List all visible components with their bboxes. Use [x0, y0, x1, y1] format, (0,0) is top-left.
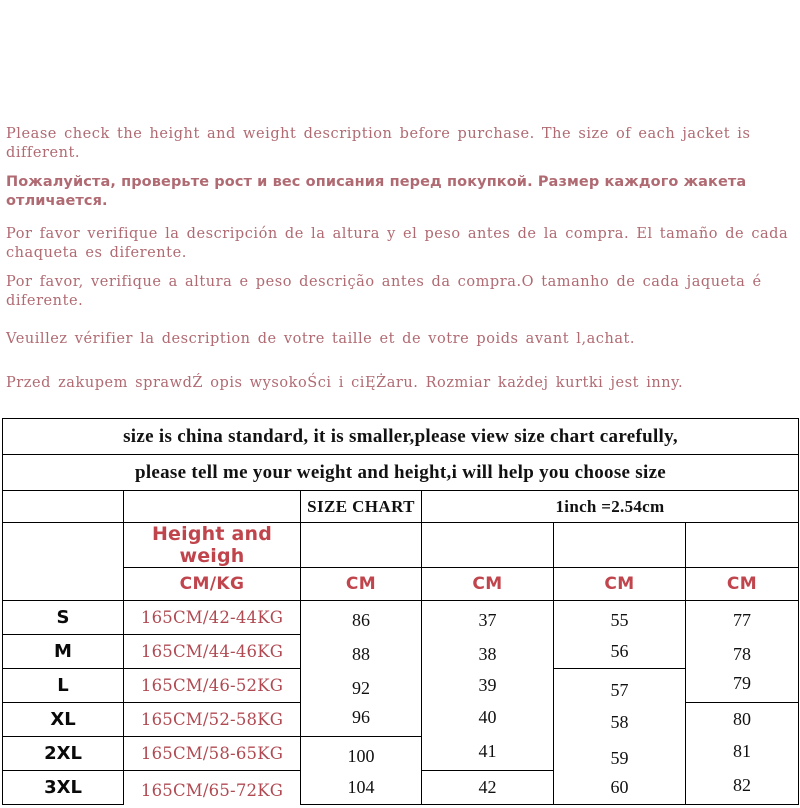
cell-height-weight: 165CM/44-46KG	[124, 635, 301, 669]
cell-sleeve: 58	[554, 706, 686, 740]
cell-length: 77	[686, 604, 799, 638]
size-chart-title: SIZE CHART	[301, 491, 422, 523]
notice-paragraph-english: Please check the height and weight description before purchase. The size of each jacket is different.	[6, 126, 751, 161]
cell-length: 80	[686, 703, 799, 737]
banner-text-2: please tell me your weight and height,i will help you choose size	[3, 455, 799, 491]
cell-shoulder: 39	[422, 669, 554, 703]
unit-shoulder: CM	[422, 568, 554, 601]
banner-row-2	[3, 455, 799, 491]
strip-spacer-left	[3, 491, 124, 523]
cell-length: 78	[686, 638, 799, 672]
cell-sleeve: 55	[554, 604, 686, 638]
chart-title-strip	[3, 491, 799, 523]
unit-height-and-weight: CM/KG	[124, 568, 301, 601]
cell-shoulder: 37	[422, 604, 554, 638]
notice-paragraph-russian: Пожалуйста, проверьте рост и вес описания перед покупкой. Размер каждого жакета отличается.	[6, 174, 747, 209]
cell-size: S	[3, 601, 124, 635]
cell-sleeve: 59	[554, 742, 686, 776]
cell-height-weight: 165CM/65-72KG	[124, 774, 301, 808]
table-row	[3, 771, 799, 805]
unit-sleeve: CM	[554, 568, 686, 601]
cell-length: 79	[686, 667, 799, 701]
banner-text-1: size is china standard, it is smaller,please view size chart carefully,	[3, 419, 799, 455]
strip-spacer-mid	[124, 491, 301, 523]
cell-bust: 86	[301, 604, 422, 638]
header-sleeve: Sleeve	[554, 523, 686, 568]
header-band-row	[3, 523, 799, 568]
cell-height-weight: 165CM/46-52KG	[124, 669, 301, 703]
cell-size: 3XL	[3, 771, 124, 805]
size-chart-table	[2, 418, 799, 805]
cell-size: M	[3, 635, 124, 669]
table-row	[3, 635, 799, 669]
cell-height-weight: 165CM/52-58KG	[124, 703, 301, 737]
cell-height-weight: 165CM/42-44KG	[124, 601, 301, 635]
notice-paragraph-french: Veuillez vérifier la description de votre taille et de votre poids avant l‚achat.	[6, 331, 636, 347]
header-bust: Bust	[301, 523, 422, 568]
notice-paragraph-portuguese: Por favor, verifique a altura e peso descrição antes da compra.O tamanho de cada jaqueta é diferente.	[6, 274, 762, 309]
cell-shoulder: 41	[422, 735, 554, 769]
cell-sleeve: 56	[554, 635, 686, 669]
cell-bust: 100	[301, 740, 422, 774]
cell-sleeve: 60	[554, 771, 686, 805]
size-chart-container	[2, 418, 798, 805]
table-row	[3, 703, 799, 737]
unit-length: CM	[686, 568, 799, 601]
header-shoulder: Shoulder	[422, 523, 554, 568]
banner-row-1	[3, 419, 799, 455]
unit-bust: CM	[301, 568, 422, 601]
header-length: length	[686, 523, 799, 568]
notice-paragraph-polish: Przed zakupem sprawdŹ opis wysokoŚci i ciĘŻaru. Rozmiar każdej kurtki jest inny.	[6, 375, 684, 391]
cell-shoulder: 42	[422, 771, 554, 805]
cell-bust: 104	[301, 771, 422, 805]
inch-conversion-note: 1inch =2.54cm	[422, 491, 799, 523]
header-size-corner: SIZE	[3, 523, 124, 601]
table-row	[3, 601, 799, 635]
notice-paragraph-spanish: Por favor verifique la descripción de la altura y el peso antes de la compra. El tamaño de cada chaqueta es diferente.	[6, 226, 789, 261]
cell-height-weight: 165CM/58-65KG	[124, 737, 301, 771]
cell-size: 2XL	[3, 737, 124, 771]
cell-shoulder: 38	[422, 638, 554, 672]
cell-length: 81	[686, 735, 799, 769]
cell-shoulder: 40	[422, 701, 554, 735]
cell-size: XL	[3, 703, 124, 737]
cell-length: 82	[686, 769, 799, 803]
cell-bust: 96	[301, 701, 422, 735]
cell-bust: 92	[301, 672, 422, 706]
header-height-and-weight: Height and weigh	[124, 523, 301, 568]
cell-sleeve: 57	[554, 674, 686, 708]
cell-size: L	[3, 669, 124, 703]
table-row	[3, 737, 799, 771]
table-row	[3, 669, 799, 703]
cell-bust: 88	[301, 638, 422, 672]
